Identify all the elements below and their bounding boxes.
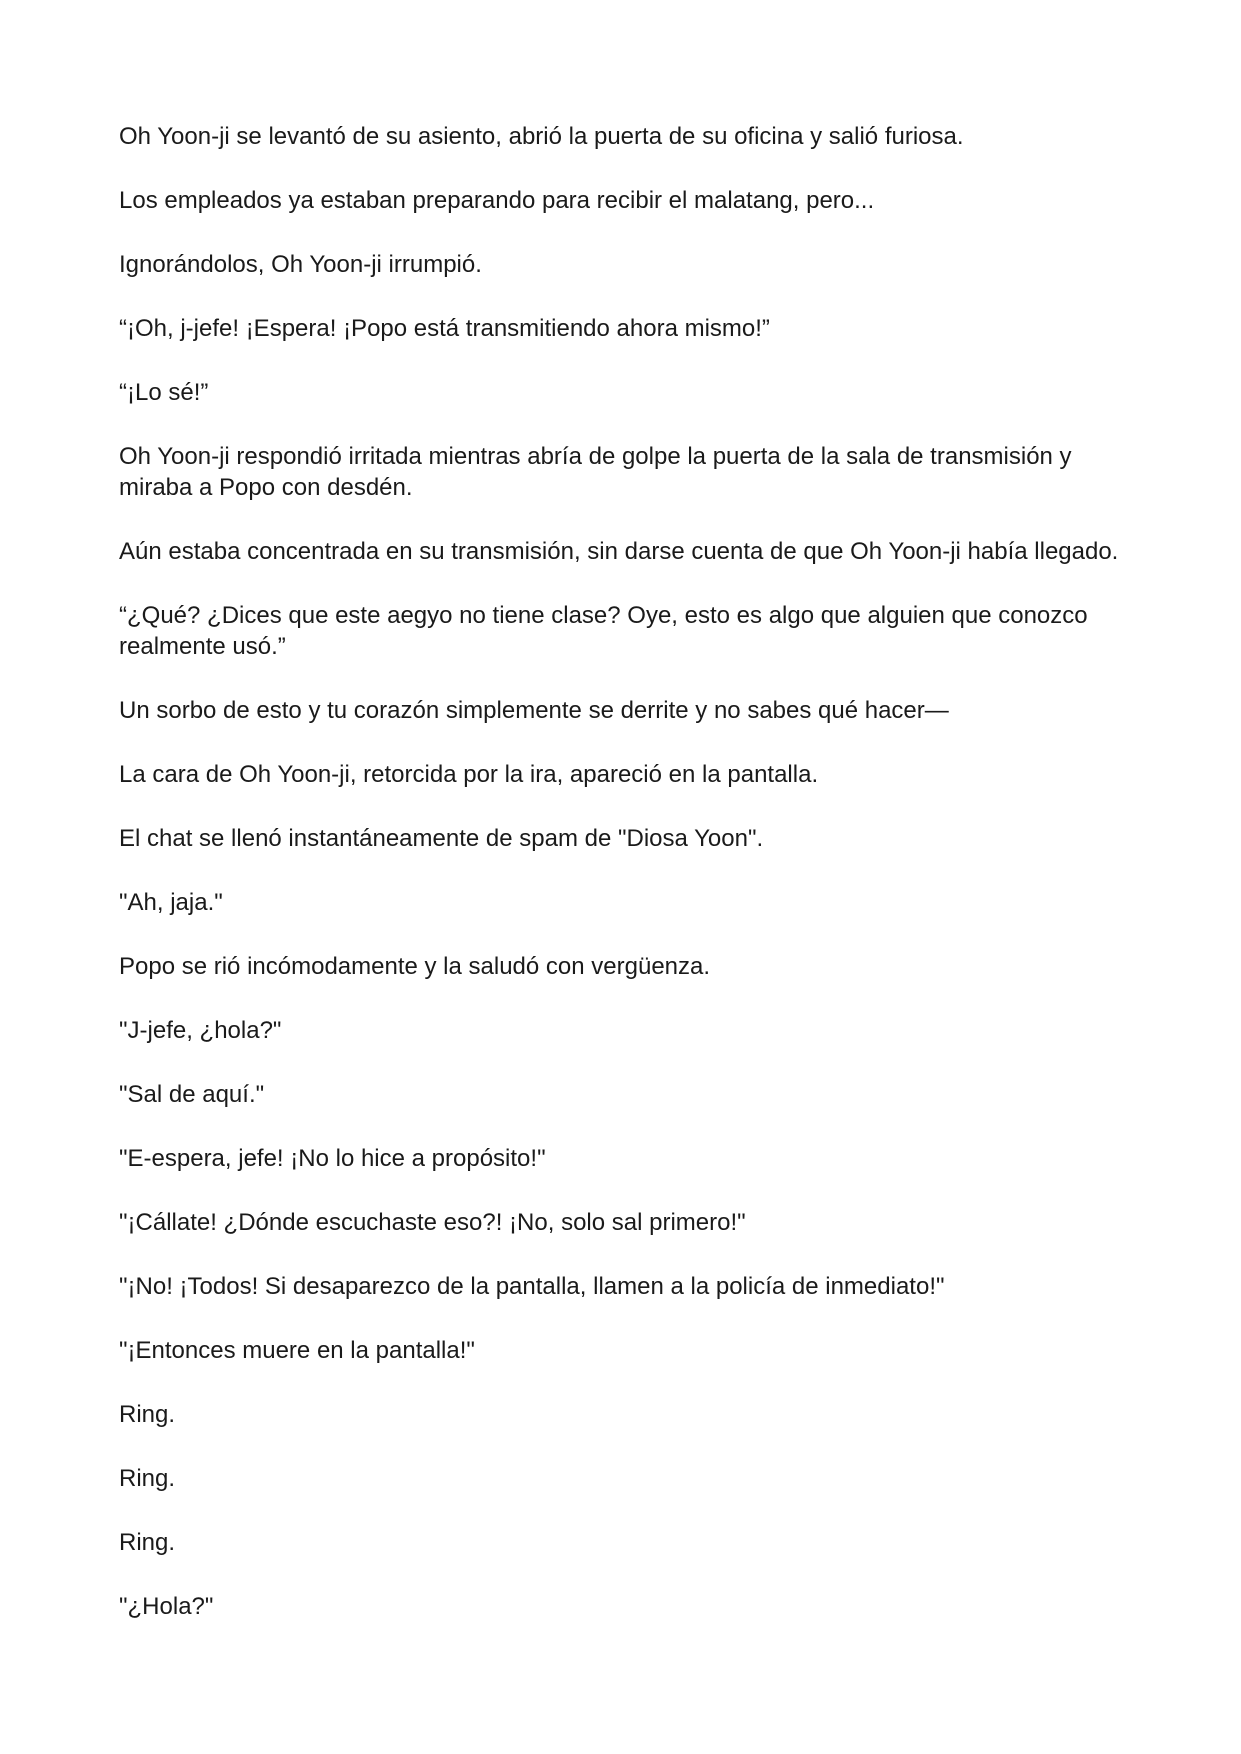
- paragraph-23: "¿Hola?": [119, 1593, 214, 1620]
- paragraph-8: “¿Qué? ¿Dices que este aegyo no tiene clase? Oye, esto es algo que alguien que conozco realmente usó.”: [119, 602, 1088, 660]
- paragraph-21: Ring.: [119, 1465, 176, 1492]
- paragraph-10: La cara de Oh Yoon-ji, retorcida por la ira, apareció en la pantalla.: [119, 761, 819, 788]
- paragraph-5: “¡Lo sé!”: [119, 379, 209, 406]
- paragraph-6: Oh Yoon-ji respondió irritada mientras abría de golpe la puerta de la sala de transmisión y miraba a Popo con desdén.: [119, 443, 1072, 501]
- paragraph-1: Oh Yoon-ji se levantó de su asiento, abrió la puerta de su oficina y salió furiosa.: [119, 123, 964, 150]
- paragraph-20: Ring.: [119, 1401, 176, 1428]
- paragraph-17: "¡Cállate! ¿Dónde escuchaste eso?! ¡No, solo sal primero!": [119, 1209, 746, 1236]
- paragraph-18: "¡No! ¡Todos! Si desaparezco de la pantalla, llamen a la policía de inmediato!": [119, 1273, 945, 1300]
- paragraph-2: Los empleados ya estaban preparando para recibir el malatang, pero...: [119, 187, 875, 214]
- paragraph-13: Popo se rió incómodamente y la saludó con vergüenza.: [119, 953, 711, 980]
- paragraph-14: "J-jefe, ¿hola?": [119, 1017, 282, 1044]
- paragraph-12: "Ah, jaja.": [119, 889, 223, 916]
- paragraph-15: "Sal de aquí.": [119, 1081, 265, 1108]
- paragraph-11: El chat se llenó instantáneamente de spam de "Diosa Yoon".: [119, 825, 764, 852]
- paragraph-3: Ignorándolos, Oh Yoon-ji irrumpió.: [119, 251, 482, 278]
- paragraph-19: "¡Entonces muere en la pantalla!": [119, 1337, 475, 1364]
- paragraph-9: Un sorbo de esto y tu corazón simplemente se derrite y no sabes qué hacer—: [119, 697, 949, 724]
- paragraph-22: Ring.: [119, 1529, 176, 1556]
- paragraph-16: "E-espera, jefe! ¡No lo hice a propósito!": [119, 1145, 546, 1172]
- paragraph-7: Aún estaba concentrada en su transmisión, sin darse cuenta de que Oh Yoon-ji había llegado.: [119, 538, 1119, 565]
- paragraph-4: “¡Oh, j-jefe! ¡Espera! ¡Popo está transmitiendo ahora mismo!”: [119, 315, 770, 342]
